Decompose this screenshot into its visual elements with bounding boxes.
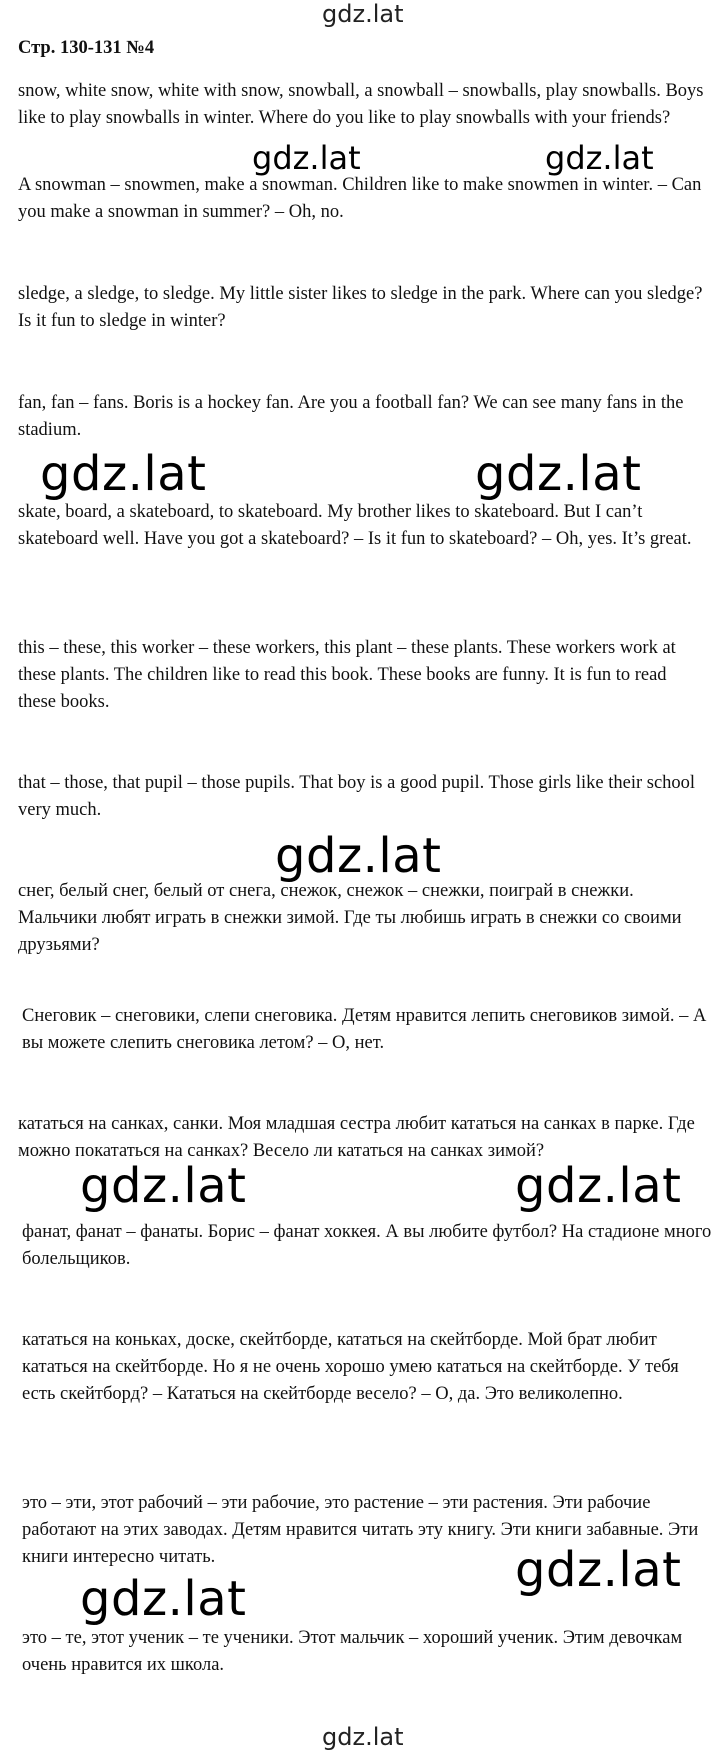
watermark: gdz.lat (475, 446, 642, 502)
paragraph-en-this-these: this – these, this worker – these workers, this plant – these plants. These workers work at these plants. The children like to read this book. These books are funny. It is fun to read these books. (18, 638, 676, 712)
paragraph-ru-that-those: это – те, этот ученик – те ученики. Этот мальчик – хороший ученик. Этим девочкам очень нравится их школа. (22, 1628, 683, 1675)
watermark: gdz.lat (545, 139, 654, 177)
paragraph-en-snow: snow, white snow, white with snow, snowball, a snowball – snowballs, play snowballs. Boys like to play snowballs in winter. Where do you like to play snowballs with your friends? (18, 81, 704, 128)
paragraph-ru-sledge: кататься на санках, санки. Моя младшая сестра любит кататься на санках в парке. Где можно покататься на санках? Весело ли кататься на санках зимой? (18, 1114, 695, 1161)
watermark: gdz.lat (80, 1158, 247, 1214)
paragraph-ru-snow: снег, белый снег, белый от снега, снежок, снежок – снежки, поиграй в снежки. Мальчики любят играть в снежки зимой. Где ты любишь играть в снежки со своими друзьями? (18, 881, 682, 955)
watermark: gdz.lat (515, 1542, 682, 1598)
watermark: gdz.lat (515, 1158, 682, 1214)
paragraph-en-skateboard: skate, board, a skateboard, to skateboard. My brother likes to skateboard. But I can’t skateboard well. Have you got a skateboard? – Is it fun to skateboard? – Oh, yes. It’s great. (18, 502, 692, 549)
header-watermark: gdz.lat (322, 0, 404, 28)
footer-watermark: gdz.lat (322, 1723, 404, 1751)
paragraph-ru-skateboard: кататься на коньках, доске, скейтборде, кататься на скейтборде. Мой брат любит кататься на скейтборде. Но я не очень хорошо умею кататься на скейтборде. У тебя есть скейтборд? – Кататься на скейтборде весело? – О, да. Это великолепно. (22, 1330, 679, 1404)
paragraph-en-fan: fan, fan – fans. Boris is a hockey fan. Are you a football fan? We can see many fans in the stadium. (18, 393, 684, 440)
paragraph-en-snowman: A snowman – snowmen, make a snowman. Children like to make snowmen in winter. – Can you make a snowman in summer? – Oh, no. (18, 175, 702, 222)
watermark: gdz.lat (80, 1571, 247, 1627)
paragraph-ru-snowman: Снеговик – снеговики, слепи снеговика. Детям нравится лепить снеговиков зимой. – А вы можете слепить снеговика летом? – О, нет. (22, 1006, 707, 1053)
paragraph-ru-fan: фанат, фанат – фанаты. Борис – фанат хоккея. А вы любите футбол? На стадионе много болельщиков. (22, 1222, 712, 1269)
paragraph-en-sledge: sledge, a sledge, to sledge. My little sister likes to sledge in the park. Where can you sledge? Is it fun to sledge in winter? (18, 284, 703, 331)
paragraph-ru-this-these: это – эти, этот рабочий – эти рабочие, это растение – эти растения. Эти рабочие работают на этих заводах. Детям нравится читать эту книгу. Эти книги забавные. Эти книги интересно читать. (22, 1493, 699, 1567)
watermark: gdz.lat (40, 446, 207, 502)
watermark: gdz.lat (275, 828, 442, 884)
watermark: gdz.lat (252, 139, 361, 177)
exercise-heading: Стр. 130-131 №4 (18, 38, 155, 58)
paragraph-en-that-those: that – those, that pupil – those pupils. That boy is a good pupil. Those girls like their school very much. (18, 773, 696, 820)
